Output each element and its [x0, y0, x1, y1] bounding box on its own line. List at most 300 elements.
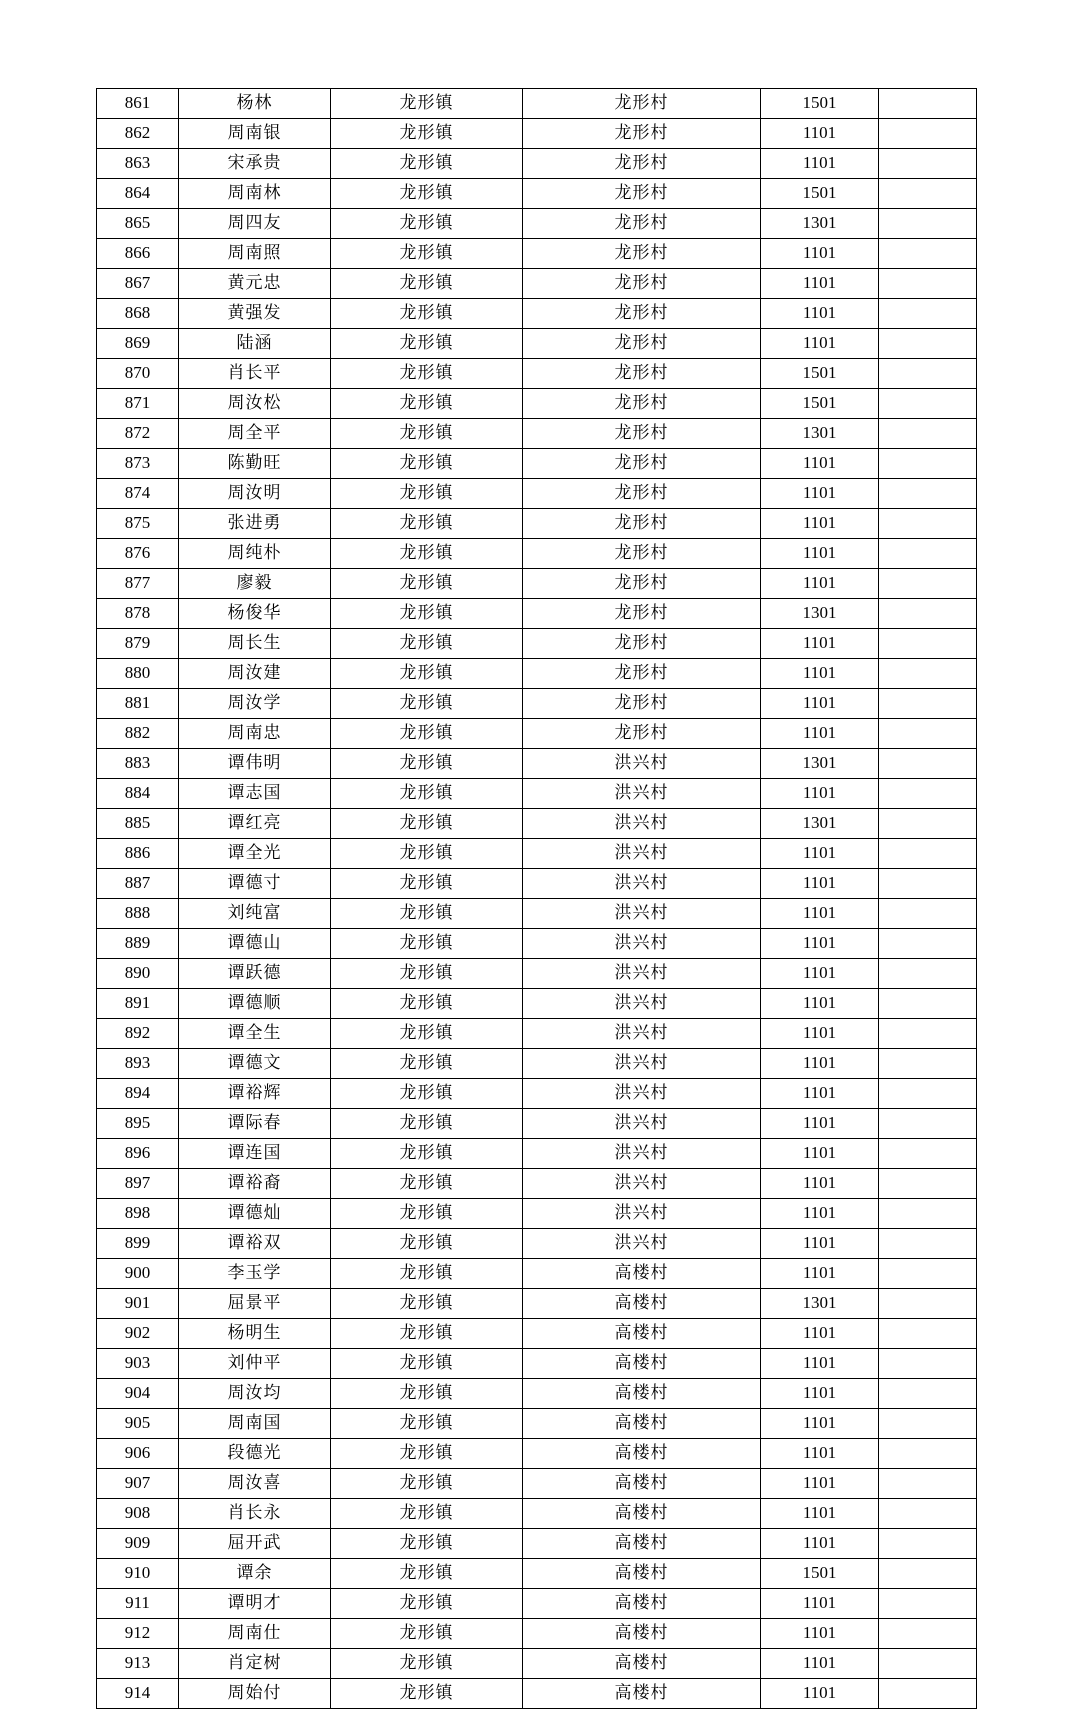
table-row	[97, 359, 977, 389]
cell-name: 宋承贵	[179, 149, 331, 179]
cell-code: 1101	[761, 1529, 879, 1559]
cell-index: 867	[97, 269, 179, 299]
cell-blank	[879, 599, 977, 629]
cell-town: 龙形镇	[331, 389, 523, 419]
cell-village: 洪兴村	[523, 1229, 761, 1259]
cell-code: 1301	[761, 809, 879, 839]
table-row	[97, 1679, 977, 1709]
cell-town: 龙形镇	[331, 1049, 523, 1079]
cell-town: 龙形镇	[331, 1019, 523, 1049]
cell-town: 龙形镇	[331, 1679, 523, 1709]
cell-town: 龙形镇	[331, 299, 523, 329]
cell-town: 龙形镇	[331, 1199, 523, 1229]
cell-name: 张进勇	[179, 509, 331, 539]
cell-name: 屈开武	[179, 1529, 331, 1559]
cell-town: 龙形镇	[331, 239, 523, 269]
cell-index: 862	[97, 119, 179, 149]
cell-village: 龙形村	[523, 509, 761, 539]
table-row	[97, 1259, 977, 1289]
cell-name: 黄强发	[179, 299, 331, 329]
cell-town: 龙形镇	[331, 269, 523, 299]
cell-code: 1101	[761, 689, 879, 719]
cell-name: 李玉学	[179, 1259, 331, 1289]
cell-village: 洪兴村	[523, 869, 761, 899]
cell-blank	[879, 959, 977, 989]
cell-blank	[879, 1289, 977, 1319]
cell-index: 878	[97, 599, 179, 629]
table-row	[97, 449, 977, 479]
cell-blank	[879, 449, 977, 479]
cell-code: 1101	[761, 569, 879, 599]
cell-blank	[879, 779, 977, 809]
cell-index: 889	[97, 929, 179, 959]
cell-index: 863	[97, 149, 179, 179]
cell-village: 龙形村	[523, 389, 761, 419]
cell-code: 1101	[761, 1439, 879, 1469]
cell-blank	[879, 179, 977, 209]
cell-index: 900	[97, 1259, 179, 1289]
cell-name: 肖定树	[179, 1649, 331, 1679]
table-row	[97, 1379, 977, 1409]
cell-index: 870	[97, 359, 179, 389]
cell-code: 1101	[761, 869, 879, 899]
table-row	[97, 869, 977, 899]
cell-index: 897	[97, 1169, 179, 1199]
cell-village: 龙形村	[523, 479, 761, 509]
cell-village: 洪兴村	[523, 839, 761, 869]
table-row	[97, 329, 977, 359]
table-row	[97, 1619, 977, 1649]
table-row	[97, 239, 977, 269]
cell-village: 龙形村	[523, 359, 761, 389]
cell-index: 905	[97, 1409, 179, 1439]
cell-town: 龙形镇	[331, 1409, 523, 1439]
cell-blank	[879, 1259, 977, 1289]
table-row	[97, 929, 977, 959]
cell-name: 谭德寸	[179, 869, 331, 899]
cell-village: 洪兴村	[523, 1049, 761, 1079]
cell-index: 909	[97, 1529, 179, 1559]
table-row	[97, 1469, 977, 1499]
cell-index: 904	[97, 1379, 179, 1409]
cell-index: 908	[97, 1499, 179, 1529]
cell-code: 1101	[761, 239, 879, 269]
table-row	[97, 809, 977, 839]
cell-name: 谭裕双	[179, 1229, 331, 1259]
cell-code: 1101	[761, 1109, 879, 1139]
cell-name: 周汝均	[179, 1379, 331, 1409]
cell-index: 876	[97, 539, 179, 569]
cell-code: 1101	[761, 1409, 879, 1439]
cell-name: 周汝松	[179, 389, 331, 419]
cell-code: 1101	[761, 1379, 879, 1409]
cell-town: 龙形镇	[331, 569, 523, 599]
cell-blank	[879, 209, 977, 239]
cell-index: 913	[97, 1649, 179, 1679]
table-row	[97, 749, 977, 779]
cell-blank	[879, 659, 977, 689]
cell-village: 龙形村	[523, 419, 761, 449]
cell-blank	[879, 1559, 977, 1589]
cell-code: 1101	[761, 449, 879, 479]
cell-town: 龙形镇	[331, 1589, 523, 1619]
table-row	[97, 509, 977, 539]
cell-village: 龙形村	[523, 269, 761, 299]
table-row	[97, 989, 977, 1019]
cell-code: 1101	[761, 629, 879, 659]
cell-village: 洪兴村	[523, 929, 761, 959]
cell-town: 龙形镇	[331, 1469, 523, 1499]
cell-index: 882	[97, 719, 179, 749]
cell-blank	[879, 1049, 977, 1079]
cell-index: 874	[97, 479, 179, 509]
cell-code: 1101	[761, 929, 879, 959]
cell-blank	[879, 1079, 977, 1109]
cell-blank	[879, 1379, 977, 1409]
cell-blank	[879, 719, 977, 749]
cell-code: 1301	[761, 209, 879, 239]
cell-code: 1101	[761, 1199, 879, 1229]
cell-name: 刘纯富	[179, 899, 331, 929]
cell-town: 龙形镇	[331, 329, 523, 359]
cell-name: 刘仲平	[179, 1349, 331, 1379]
cell-village: 龙形村	[523, 149, 761, 179]
cell-index: 866	[97, 239, 179, 269]
cell-town: 龙形镇	[331, 1559, 523, 1589]
cell-code: 1501	[761, 89, 879, 119]
table-row	[97, 1169, 977, 1199]
cell-village: 高楼村	[523, 1439, 761, 1469]
cell-index: 894	[97, 1079, 179, 1109]
cell-village: 高楼村	[523, 1589, 761, 1619]
cell-code: 1101	[761, 1649, 879, 1679]
table-row	[97, 149, 977, 179]
cell-code: 1101	[761, 1469, 879, 1499]
cell-blank	[879, 989, 977, 1019]
cell-blank	[879, 569, 977, 599]
cell-blank	[879, 839, 977, 869]
cell-village: 高楼村	[523, 1379, 761, 1409]
cell-code: 1301	[761, 419, 879, 449]
cell-village: 高楼村	[523, 1529, 761, 1559]
cell-town: 龙形镇	[331, 1139, 523, 1169]
cell-name: 陆涵	[179, 329, 331, 359]
cell-index: 886	[97, 839, 179, 869]
cell-code: 1101	[761, 899, 879, 929]
cell-name: 谭伟明	[179, 749, 331, 779]
cell-index: 885	[97, 809, 179, 839]
cell-index: 896	[97, 1139, 179, 1169]
cell-code: 1501	[761, 389, 879, 419]
cell-village: 龙形村	[523, 719, 761, 749]
cell-code: 1101	[761, 1019, 879, 1049]
cell-code: 1501	[761, 179, 879, 209]
cell-town: 龙形镇	[331, 719, 523, 749]
cell-village: 高楼村	[523, 1559, 761, 1589]
cell-code: 1101	[761, 719, 879, 749]
cell-code: 1101	[761, 1349, 879, 1379]
cell-name: 周南国	[179, 1409, 331, 1439]
cell-index: 902	[97, 1319, 179, 1349]
cell-blank	[879, 419, 977, 449]
cell-code: 1101	[761, 149, 879, 179]
table-row	[97, 899, 977, 929]
cell-town: 龙形镇	[331, 659, 523, 689]
cell-blank	[879, 1439, 977, 1469]
cell-town: 龙形镇	[331, 1349, 523, 1379]
cell-code: 1101	[761, 959, 879, 989]
cell-blank	[879, 479, 977, 509]
cell-name: 周四友	[179, 209, 331, 239]
table-row	[97, 1649, 977, 1679]
cell-village: 龙形村	[523, 239, 761, 269]
table-row	[97, 569, 977, 599]
cell-code: 1101	[761, 1319, 879, 1349]
cell-name: 黄元忠	[179, 269, 331, 299]
cell-village: 龙形村	[523, 329, 761, 359]
cell-town: 龙形镇	[331, 419, 523, 449]
cell-village: 龙形村	[523, 299, 761, 329]
cell-blank	[879, 1649, 977, 1679]
cell-name: 杨林	[179, 89, 331, 119]
table-row	[97, 1409, 977, 1439]
table-row	[97, 419, 977, 449]
cell-index: 907	[97, 1469, 179, 1499]
cell-town: 龙形镇	[331, 479, 523, 509]
cell-blank	[879, 1229, 977, 1259]
cell-code: 1101	[761, 989, 879, 1019]
cell-index: 881	[97, 689, 179, 719]
cell-village: 高楼村	[523, 1349, 761, 1379]
cell-blank	[879, 269, 977, 299]
cell-index: 877	[97, 569, 179, 599]
table-row	[97, 179, 977, 209]
cell-town: 龙形镇	[331, 1529, 523, 1559]
cell-village: 高楼村	[523, 1619, 761, 1649]
table-row	[97, 1559, 977, 1589]
table-row	[97, 959, 977, 989]
cell-index: 873	[97, 449, 179, 479]
cell-blank	[879, 929, 977, 959]
cell-blank	[879, 1499, 977, 1529]
cell-village: 龙形村	[523, 569, 761, 599]
cell-name: 周南银	[179, 119, 331, 149]
cell-town: 龙形镇	[331, 599, 523, 629]
cell-index: 914	[97, 1679, 179, 1709]
cell-index: 872	[97, 419, 179, 449]
cell-code: 1301	[761, 599, 879, 629]
cell-index: 891	[97, 989, 179, 1019]
table-row	[97, 839, 977, 869]
cell-name: 周汝学	[179, 689, 331, 719]
cell-town: 龙形镇	[331, 149, 523, 179]
cell-index: 901	[97, 1289, 179, 1319]
cell-blank	[879, 239, 977, 269]
cell-blank	[879, 1589, 977, 1619]
cell-index: 899	[97, 1229, 179, 1259]
cell-code: 1101	[761, 539, 879, 569]
table-row	[97, 1109, 977, 1139]
cell-village: 龙形村	[523, 119, 761, 149]
cell-code: 1101	[761, 509, 879, 539]
cell-village: 龙形村	[523, 629, 761, 659]
cell-village: 洪兴村	[523, 1109, 761, 1139]
table-row	[97, 779, 977, 809]
cell-code: 1101	[761, 1589, 879, 1619]
cell-name: 周汝明	[179, 479, 331, 509]
cell-index: 888	[97, 899, 179, 929]
cell-village: 洪兴村	[523, 899, 761, 929]
cell-village: 洪兴村	[523, 779, 761, 809]
table-row	[97, 1199, 977, 1229]
table-row	[97, 539, 977, 569]
cell-town: 龙形镇	[331, 899, 523, 929]
cell-code: 1101	[761, 479, 879, 509]
cell-village: 高楼村	[523, 1409, 761, 1439]
cell-name: 谭明才	[179, 1589, 331, 1619]
cell-blank	[879, 119, 977, 149]
cell-name: 周南林	[179, 179, 331, 209]
cell-village: 高楼村	[523, 1319, 761, 1349]
cell-name: 周纯朴	[179, 539, 331, 569]
cell-code: 1101	[761, 1079, 879, 1109]
cell-blank	[879, 509, 977, 539]
cell-name: 屈景平	[179, 1289, 331, 1319]
cell-code: 1101	[761, 269, 879, 299]
cell-town: 龙形镇	[331, 689, 523, 719]
cell-name: 周全平	[179, 419, 331, 449]
cell-index: 861	[97, 89, 179, 119]
cell-blank	[879, 359, 977, 389]
cell-blank	[879, 1409, 977, 1439]
cell-town: 龙形镇	[331, 989, 523, 1019]
cell-index: 893	[97, 1049, 179, 1079]
cell-blank	[879, 1469, 977, 1499]
cell-name: 廖毅	[179, 569, 331, 599]
cell-code: 1101	[761, 1049, 879, 1079]
cell-name: 谭志国	[179, 779, 331, 809]
cell-blank	[879, 899, 977, 929]
cell-code: 1101	[761, 119, 879, 149]
cell-village: 高楼村	[523, 1499, 761, 1529]
cell-code: 1501	[761, 1559, 879, 1589]
roster-table-container	[96, 88, 976, 1709]
cell-code: 1101	[761, 779, 879, 809]
cell-village: 龙形村	[523, 599, 761, 629]
table-row	[97, 119, 977, 149]
cell-index: 895	[97, 1109, 179, 1139]
cell-village: 高楼村	[523, 1259, 761, 1289]
cell-index: 883	[97, 749, 179, 779]
cell-name: 谭德灿	[179, 1199, 331, 1229]
cell-code: 1101	[761, 1619, 879, 1649]
cell-name: 谭际春	[179, 1109, 331, 1139]
cell-village: 洪兴村	[523, 1019, 761, 1049]
cell-code: 1101	[761, 1229, 879, 1259]
cell-village: 龙形村	[523, 659, 761, 689]
table-row	[97, 1049, 977, 1079]
cell-town: 龙形镇	[331, 449, 523, 479]
cell-village: 龙形村	[523, 209, 761, 239]
cell-town: 龙形镇	[331, 929, 523, 959]
cell-blank	[879, 749, 977, 779]
cell-village: 高楼村	[523, 1649, 761, 1679]
cell-code: 1101	[761, 1499, 879, 1529]
cell-blank	[879, 299, 977, 329]
cell-index: 880	[97, 659, 179, 689]
table-row	[97, 1439, 977, 1469]
cell-code: 1301	[761, 749, 879, 779]
cell-index: 875	[97, 509, 179, 539]
cell-index: 879	[97, 629, 179, 659]
cell-village: 高楼村	[523, 1469, 761, 1499]
cell-code: 1101	[761, 659, 879, 689]
cell-blank	[879, 149, 977, 179]
table-row	[97, 1229, 977, 1259]
cell-name: 谭连国	[179, 1139, 331, 1169]
cell-town: 龙形镇	[331, 1229, 523, 1259]
cell-village: 洪兴村	[523, 959, 761, 989]
table-row	[97, 1079, 977, 1109]
table-row	[97, 479, 977, 509]
cell-town: 龙形镇	[331, 209, 523, 239]
table-row	[97, 719, 977, 749]
cell-code: 1101	[761, 1169, 879, 1199]
cell-town: 龙形镇	[331, 779, 523, 809]
cell-village: 洪兴村	[523, 749, 761, 779]
cell-town: 龙形镇	[331, 1169, 523, 1199]
cell-index: 864	[97, 179, 179, 209]
cell-village: 洪兴村	[523, 1139, 761, 1169]
cell-code: 1301	[761, 1289, 879, 1319]
cell-code: 1501	[761, 359, 879, 389]
cell-index: 890	[97, 959, 179, 989]
cell-name: 谭余	[179, 1559, 331, 1589]
cell-name: 周始付	[179, 1679, 331, 1709]
table-row	[97, 659, 977, 689]
cell-code: 1101	[761, 329, 879, 359]
cell-code: 1101	[761, 839, 879, 869]
cell-village: 龙形村	[523, 539, 761, 569]
cell-town: 龙形镇	[331, 509, 523, 539]
cell-village: 龙形村	[523, 179, 761, 209]
table-row	[97, 1019, 977, 1049]
cell-town: 龙形镇	[331, 1079, 523, 1109]
cell-index: 868	[97, 299, 179, 329]
table-row	[97, 1319, 977, 1349]
cell-name: 肖长平	[179, 359, 331, 389]
cell-town: 龙形镇	[331, 1439, 523, 1469]
cell-blank	[879, 1319, 977, 1349]
cell-village: 高楼村	[523, 1679, 761, 1709]
cell-name: 周汝喜	[179, 1469, 331, 1499]
cell-town: 龙形镇	[331, 539, 523, 569]
cell-code: 1101	[761, 1259, 879, 1289]
cell-index: 887	[97, 869, 179, 899]
cell-town: 龙形镇	[331, 959, 523, 989]
cell-index: 912	[97, 1619, 179, 1649]
cell-index: 884	[97, 779, 179, 809]
roster-table	[96, 88, 977, 1709]
cell-name: 周长生	[179, 629, 331, 659]
cell-blank	[879, 329, 977, 359]
cell-blank	[879, 1199, 977, 1229]
cell-town: 龙形镇	[331, 629, 523, 659]
cell-blank	[879, 689, 977, 719]
cell-name: 谭德顺	[179, 989, 331, 1019]
cell-town: 龙形镇	[331, 89, 523, 119]
table-row	[97, 209, 977, 239]
